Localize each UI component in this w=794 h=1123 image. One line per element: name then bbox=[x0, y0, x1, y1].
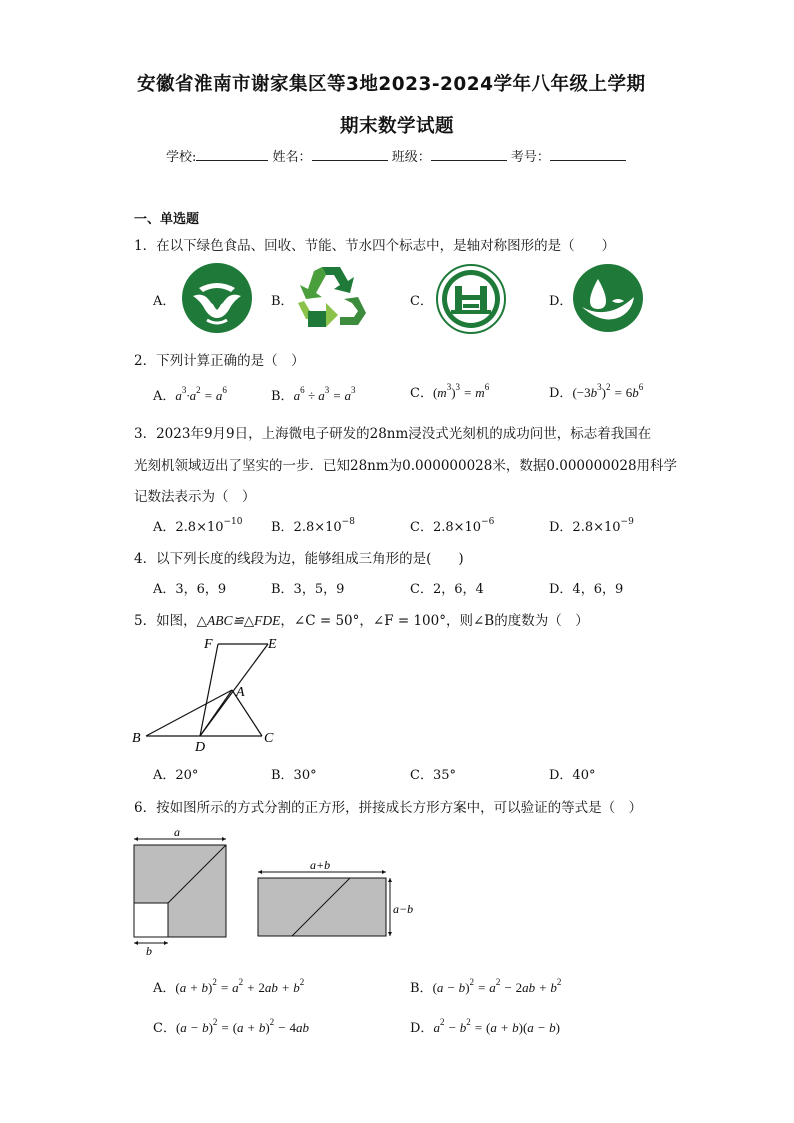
q2-option-a: A．$a^3\cdot a^2 = a^6$ bbox=[153, 385, 227, 404]
q2-option-d: D．$(-3b^3)^2 = 6b^6$ bbox=[549, 382, 644, 401]
question-3-line2: 光刻机领域迈出了坚实的一步．已知28nm为0.000000028米，数据0.000000028用科学 bbox=[134, 458, 678, 474]
q1-option-c-label: C． bbox=[410, 294, 433, 309]
q5-option-a: A．20° bbox=[153, 768, 199, 783]
school-label: 学校: bbox=[166, 150, 197, 165]
recycle-logo-icon bbox=[296, 263, 368, 333]
q5-triangle-figure bbox=[128, 632, 288, 754]
q3-option-b: B．$2.8\times 10^{-8}$ bbox=[271, 517, 355, 535]
class-label: 班级： bbox=[391, 150, 431, 165]
q5-option-d: D．40° bbox=[549, 768, 596, 783]
q3-option-d: D．$2.8\times 10^{-9}$ bbox=[549, 517, 634, 535]
q1-option-b-label: B． bbox=[271, 294, 294, 309]
q4-option-c: C．2，6，4 bbox=[410, 582, 484, 597]
q4-option-d: D．4，6，9 bbox=[549, 582, 624, 597]
q6-rectangle-figure bbox=[250, 858, 420, 944]
q6-option-c: C．$(a - b)^2 = (a + b)^2 - 4ab$ bbox=[153, 1017, 309, 1036]
question-5: 5．如图，△ABC≌△FDE，∠C = 50°，∠F = 100°，则∠B的度数为（ ） bbox=[134, 613, 589, 629]
q6-option-b: B．$(a - b)^2 = a^2 - 2ab + b^2$ bbox=[410, 977, 562, 996]
question-4: 4．以下列长度的线段为边，能够组成三角形的是( ) bbox=[134, 551, 464, 567]
page-subtitle: 期末数学试题 bbox=[340, 116, 455, 137]
question-1: 1．在以下绿色食品、回收、节能、节水四个标志中，是轴对称图形的是（ ） bbox=[134, 238, 616, 254]
section-heading: 一、单选题 bbox=[134, 212, 200, 227]
energy-saving-logo-icon bbox=[435, 264, 507, 334]
label-a-plus-b: a+b bbox=[310, 858, 331, 872]
label-a: a bbox=[174, 825, 180, 839]
q1-option-a-label: A． bbox=[153, 294, 176, 309]
name-field[interactable] bbox=[312, 146, 388, 161]
q3-option-c: C．$2.8\times 10^{-6}$ bbox=[410, 517, 495, 535]
q1-option-d-label: D． bbox=[549, 294, 573, 309]
point-d-label: D bbox=[195, 740, 206, 754]
label-a-minus-b: a−b bbox=[393, 902, 414, 916]
label-b: b bbox=[146, 944, 152, 957]
point-f-label: F bbox=[204, 637, 213, 652]
point-a-label: A bbox=[236, 685, 245, 700]
q3-option-a: A．$2.8\times 10^{-10}$ bbox=[153, 517, 243, 535]
water-saving-logo-icon bbox=[572, 263, 644, 333]
question-3-line3: 记数法表示为（ ） bbox=[134, 489, 256, 505]
class-field[interactable] bbox=[431, 146, 507, 161]
q2-option-b: B．$a^6 \div a^3 = a^3$ bbox=[271, 385, 356, 404]
exam-number-label: 考号： bbox=[510, 150, 550, 165]
q5-option-b: B．30° bbox=[271, 768, 317, 783]
q2-option-c: C．$(m^3)^3 = m^6$ bbox=[410, 382, 490, 401]
q4-option-b: B．3，5，9 bbox=[271, 582, 345, 597]
question-2: 2．下列计算正确的是（ ） bbox=[134, 353, 305, 369]
q6-square-figure bbox=[128, 825, 232, 957]
green-food-logo-icon bbox=[181, 262, 253, 334]
question-6: 6．按如图所示的方式分割的正方形，拼接成长方形方案中，可以验证的等式是（ ） bbox=[134, 800, 643, 816]
question-3-line1: 3．2023年9月9日，上海微电子研发的28nm浸没式光刻机的成功问世，标志着我国在 bbox=[134, 426, 652, 442]
point-c-label: C bbox=[264, 731, 274, 746]
page-title: 安徽省淮南市谢家集区等3地2023-2024学年八年级上学期 bbox=[137, 74, 646, 95]
student-info-row bbox=[166, 146, 626, 165]
name-label: 姓名： bbox=[272, 150, 312, 165]
point-b-label: B bbox=[132, 731, 141, 746]
q6-option-a: A．$(a + b)^2 = a^2 + 2ab + b^2$ bbox=[153, 977, 305, 996]
q6-option-d: D．$a^2 - b^2 = (a + b)(a - b)$ bbox=[410, 1017, 560, 1036]
q4-option-a: A．3，6，9 bbox=[153, 582, 227, 597]
point-e-label: E bbox=[268, 637, 277, 652]
q5-option-c: C．35° bbox=[410, 768, 456, 783]
school-field[interactable] bbox=[196, 146, 268, 161]
exam-number-field[interactable] bbox=[550, 146, 626, 161]
